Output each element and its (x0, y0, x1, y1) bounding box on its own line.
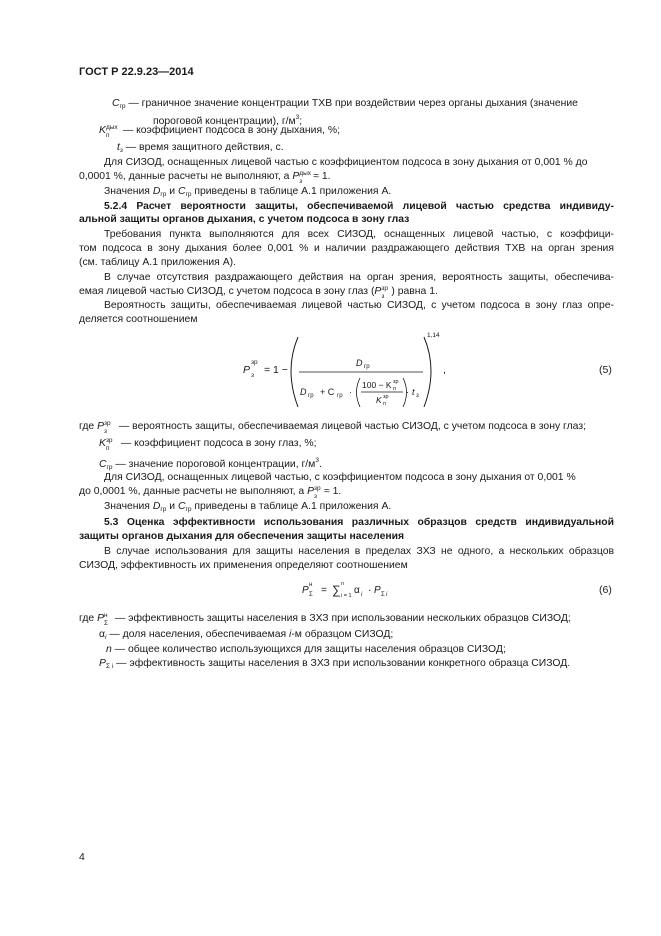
f5-comma: , (443, 364, 446, 376)
f6-dot: · (368, 585, 372, 596)
f5-lhs-sub: з (251, 372, 254, 379)
def-t-z: $t_з$ — время защитного действия, с. (117, 142, 284, 154)
f5-right-paren (424, 337, 431, 407)
f6-alpha: α (354, 585, 360, 596)
f6-p2-sub-i: i (386, 592, 388, 598)
section-5-3-title: 5.3 Оценка эффективности использования различных образцов средств индивидуальной (104, 517, 614, 528)
def-p-zr: где P зр з — вероятность защиты, обеспечиваемая лицевой частью СИЗОД, с учетом подсоса в зону глаз; (79, 420, 586, 435)
para-1-line-2: 0,0001 %, данные расчеты не выполняют, а P дых з ≈ 1. (79, 170, 331, 185)
def-p-sum-n: где P н Σ — эффективность защиты населения в ЗХЗ при использовании нескольких образцов СИЗОД; (79, 612, 571, 627)
def-c-gr: $C_{гр}$ — граничное значение концентрации ТХВ при воздействии через органы дыхания (значение (112, 98, 578, 110)
f5-lhs: P (243, 364, 251, 376)
f5-inner-num: 100 − K (362, 380, 392, 390)
f5-den-d: D (300, 387, 307, 397)
f5-lhs-sup: зр (251, 359, 258, 366)
def-p-sum-i: $P_{\Sigma i}$ — эффективность защиты населения в ЗХЗ при использовании конкретного образца СИЗОД. (99, 658, 571, 670)
f6-p2: P (374, 585, 381, 596)
f5-den-dot1: · (349, 387, 352, 397)
section-5-2-4-title-cont: альной защиты органов дыхания, с учетом подсоса в зону глаз (79, 214, 410, 225)
para-6-line-1: Для СИЗОД, оснащенных лицевой частью, с коэффициентом подсоса в зону дыхания от 0,001 % (104, 472, 576, 483)
def-alpha: $\alpha_i$ — доля населения, обеспечиваемая i-м образцом СИЗОД; (99, 629, 394, 641)
para-2: Значения $D_{гр}$ и $C_{гр}$ приведены в таблице А.1 приложения А. (104, 186, 392, 198)
f5-inner-num-sub: п (393, 386, 396, 392)
f5-exponent: 1,14 (427, 332, 440, 339)
formula-6 (0, 575, 661, 605)
page-number: 4 (79, 852, 85, 863)
f5-inner-left-paren (357, 378, 361, 407)
def-n: n — общее количество использующихся для защиты населения образцов СИЗОД; (106, 644, 506, 655)
para-6-line-2: до 0,0001 %, данные расчеты не выполняют, а P зр з ≈ 1. (79, 485, 342, 500)
f5-den-c-gr: гр (337, 393, 343, 399)
para-4-line-1: В случае отсутствия раздражающего действия на орган зрения, вероятность защиты, обеспечива- (104, 272, 614, 283)
f6-sum-bottom: i = 1 (341, 593, 352, 599)
para-3-line-2: том подсоса в зону дыхания более 0,001 % и наличии раздражающего действия ТХВ на орган зрения (79, 243, 614, 254)
f5-number: (5) (599, 364, 612, 376)
f6-p-sup: н (309, 582, 313, 588)
f6-p: P (302, 585, 309, 596)
f5-den-t: t (412, 387, 415, 397)
f5-num-d: D (356, 358, 363, 368)
f5-inner-den-sub: п (383, 401, 386, 407)
f6-p2-sub: Σ (381, 592, 385, 598)
f6-number: (6) (599, 584, 612, 596)
f5-den-gr: гр (308, 393, 314, 399)
def-k-zr: K зр п — коэффициент подсоса в зону глаз, %; (99, 437, 317, 452)
f5-left-paren (291, 337, 298, 407)
para-7: Значения $D_{гр}$ и $C_{гр}$ приведены в таблице А.1 приложения А. (104, 501, 392, 513)
document-header: ГОСТ Р 22.9.23—2014 (79, 66, 194, 78)
f5-num-gr: гр (364, 364, 370, 370)
def-k-dyh: K дых п — коэффициент подсоса в зону дыхания, %; (99, 124, 340, 139)
f6-alpha-sub: i (361, 592, 363, 598)
para-3-line-1: Требования пункта выполняются для всех СИЗОД, оснащенных лицевой частью, с коэффици- (104, 229, 614, 240)
para-8-line-2: СИЗОД, эффективность их применения определяют соотношением (79, 560, 408, 571)
f6-sum-top: n (341, 581, 345, 587)
section-5-3-title-cont: защиты органов дыхания для обеспечения защиты населения (79, 531, 405, 542)
para-4-line-2: емая лицевой частью СИЗОД, с учетом подсоса в зону глаз (P зр з ) равна 1. (79, 285, 438, 300)
f6-p-sub: Σ (309, 592, 313, 598)
para-3-line-3: (см. таблицу А.1 приложения А). (79, 257, 236, 268)
para-5-line-2: деляется соотношением (79, 314, 198, 325)
f5-inner-den-sup: зр (383, 394, 389, 400)
f5-den-plus-c: + C (320, 387, 335, 397)
f5-inner-den-k: K (376, 395, 382, 405)
def-c-gr-2: $C_{гр}$ — значение пороговой концентрации, $г/м^3$. (99, 457, 322, 471)
para-8-line-1: В случае использования для защиты населения в пределах ЗХЗ не одного, а нескольких образцов (104, 546, 614, 557)
para-1-line-1: Для СИЗОД, оснащенных лицевой частью с коэффициентом подсоса в зону дыхания от 0,001 % до (104, 157, 588, 168)
f5-inner-num-sup: зр (393, 379, 399, 385)
f5-den-t-sub: з (416, 393, 419, 399)
def-c-gr-cont: пороговой концентрации), $г/м^3$; (153, 114, 303, 127)
formula-5 (0, 325, 661, 425)
f6-eq: = (321, 585, 327, 596)
para-5-line-1: Вероятность защиты, обеспечиваемая лицевой частью СИЗОД, с учетом подсоса в зону глаз опре- (104, 300, 614, 311)
f5-den-dot2: · (406, 387, 409, 397)
section-5-2-4-title: 5.2.4 Расчет вероятности защиты, обеспечиваемой лицевой частью средства индивиду- (104, 201, 614, 212)
f6-sum: ∑ (332, 583, 341, 597)
f5-eq: = 1 − (264, 364, 288, 376)
